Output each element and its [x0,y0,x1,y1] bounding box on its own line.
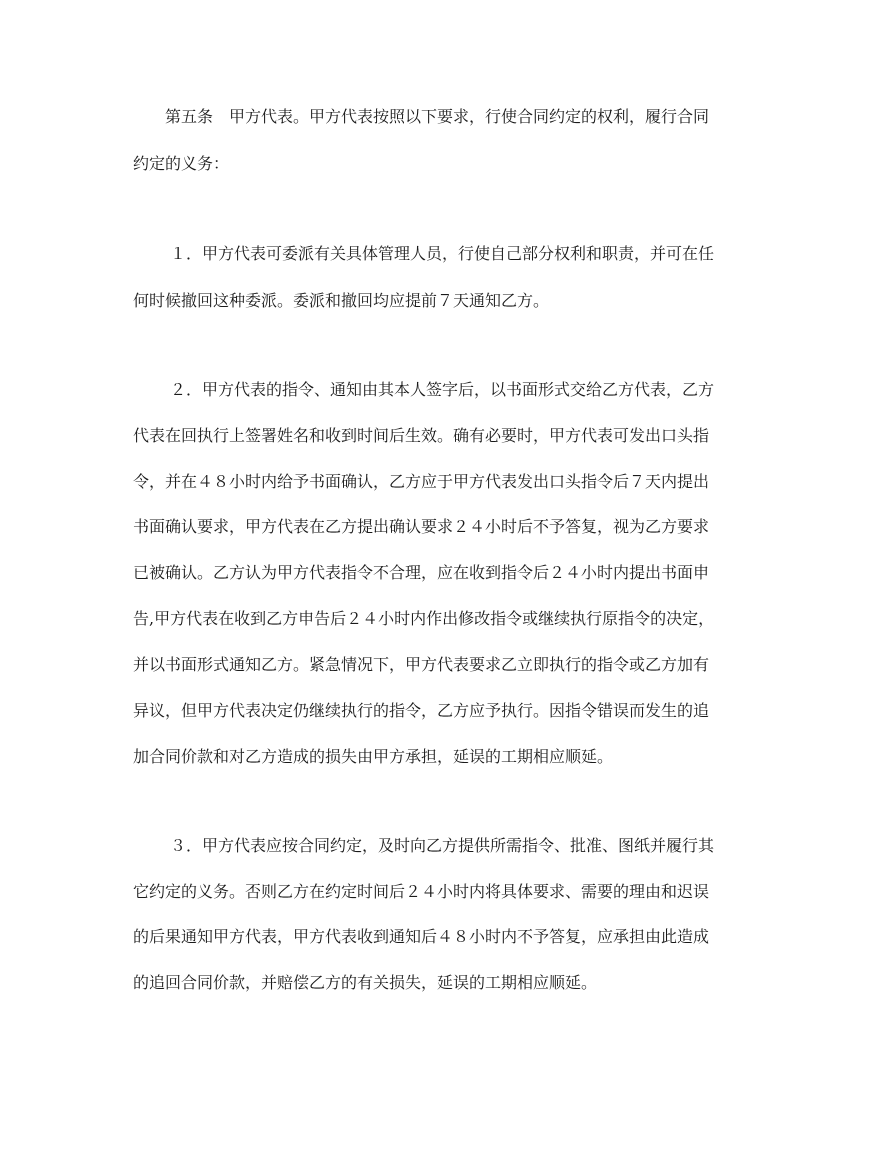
clause2-line-8: 异议，但甲方代表决定仍继续执行的指令，乙方应予执行。因指令错误而发生的追 [133,701,710,720]
clause2-line-1: ２．甲方代表的指令、通知由其本人签字后，以书面形式交给乙方代表，乙方 [170,380,715,399]
clause2-line-6: 告,甲方代表在收到乙方申告后２４小时内作出修改指令或继续执行原指令的决定， [133,609,715,628]
clause3-line-1: ３．甲方代表应按合同约定，及时向乙方提供所需指令、批准、图纸并履行其 [170,836,715,855]
clause3-line-2: 它约定的义务。否则乙方在约定时间后２４小时内将具体要求、需要的理由和迟误 [133,882,710,901]
clause3-line-3: 的后果通知甲方代表，甲方代表收到通知后４８小时内不予答复，应承担由此造成 [133,927,710,946]
clause2-line-7: 并以书面形式通知乙方。紧急情况下，甲方代表要求乙立即执行的指令或乙方加有 [133,655,710,674]
clause2-line-9: 加合同价款和对乙方造成的损失由甲方承担，延误的工期相应顺延。 [133,747,614,766]
clause1-line-1: １．甲方代表可委派有关具体管理人员，行使自己部分权利和职责，并可在任 [170,244,715,263]
clause2-line-4: 书面确认要求，甲方代表在乙方提出确认要求２４小时后不予答复，视为乙方要求 [133,517,710,536]
article5-line-1: 第五条 甲方代表。甲方代表按照以下要求，行使合同约定的权利，履行合同 [165,107,710,126]
clause2-line-5: 已被确认。乙方认为甲方代表指令不合理，应在收到指令后２４小时内提出书面申 [133,563,710,582]
article5-line-2: 约定的义务： [133,154,230,173]
clause2-line-3: 令，并在４８小时内给予书面确认，乙方应于甲方代表发出口头指令后７天内提出 [133,472,710,491]
clause1-line-2: 何时候撤回这种委派。委派和撤回均应提前７天通知乙方。 [133,291,550,310]
clause3-line-4: 的追回合同价款，并赔偿乙方的有关损失，延误的工期相应顺延。 [133,973,598,992]
clause2-line-2: 代表在回执行上签署姓名和收到时间后生效。确有必要时，甲方代表可发出口头指 [133,426,710,445]
